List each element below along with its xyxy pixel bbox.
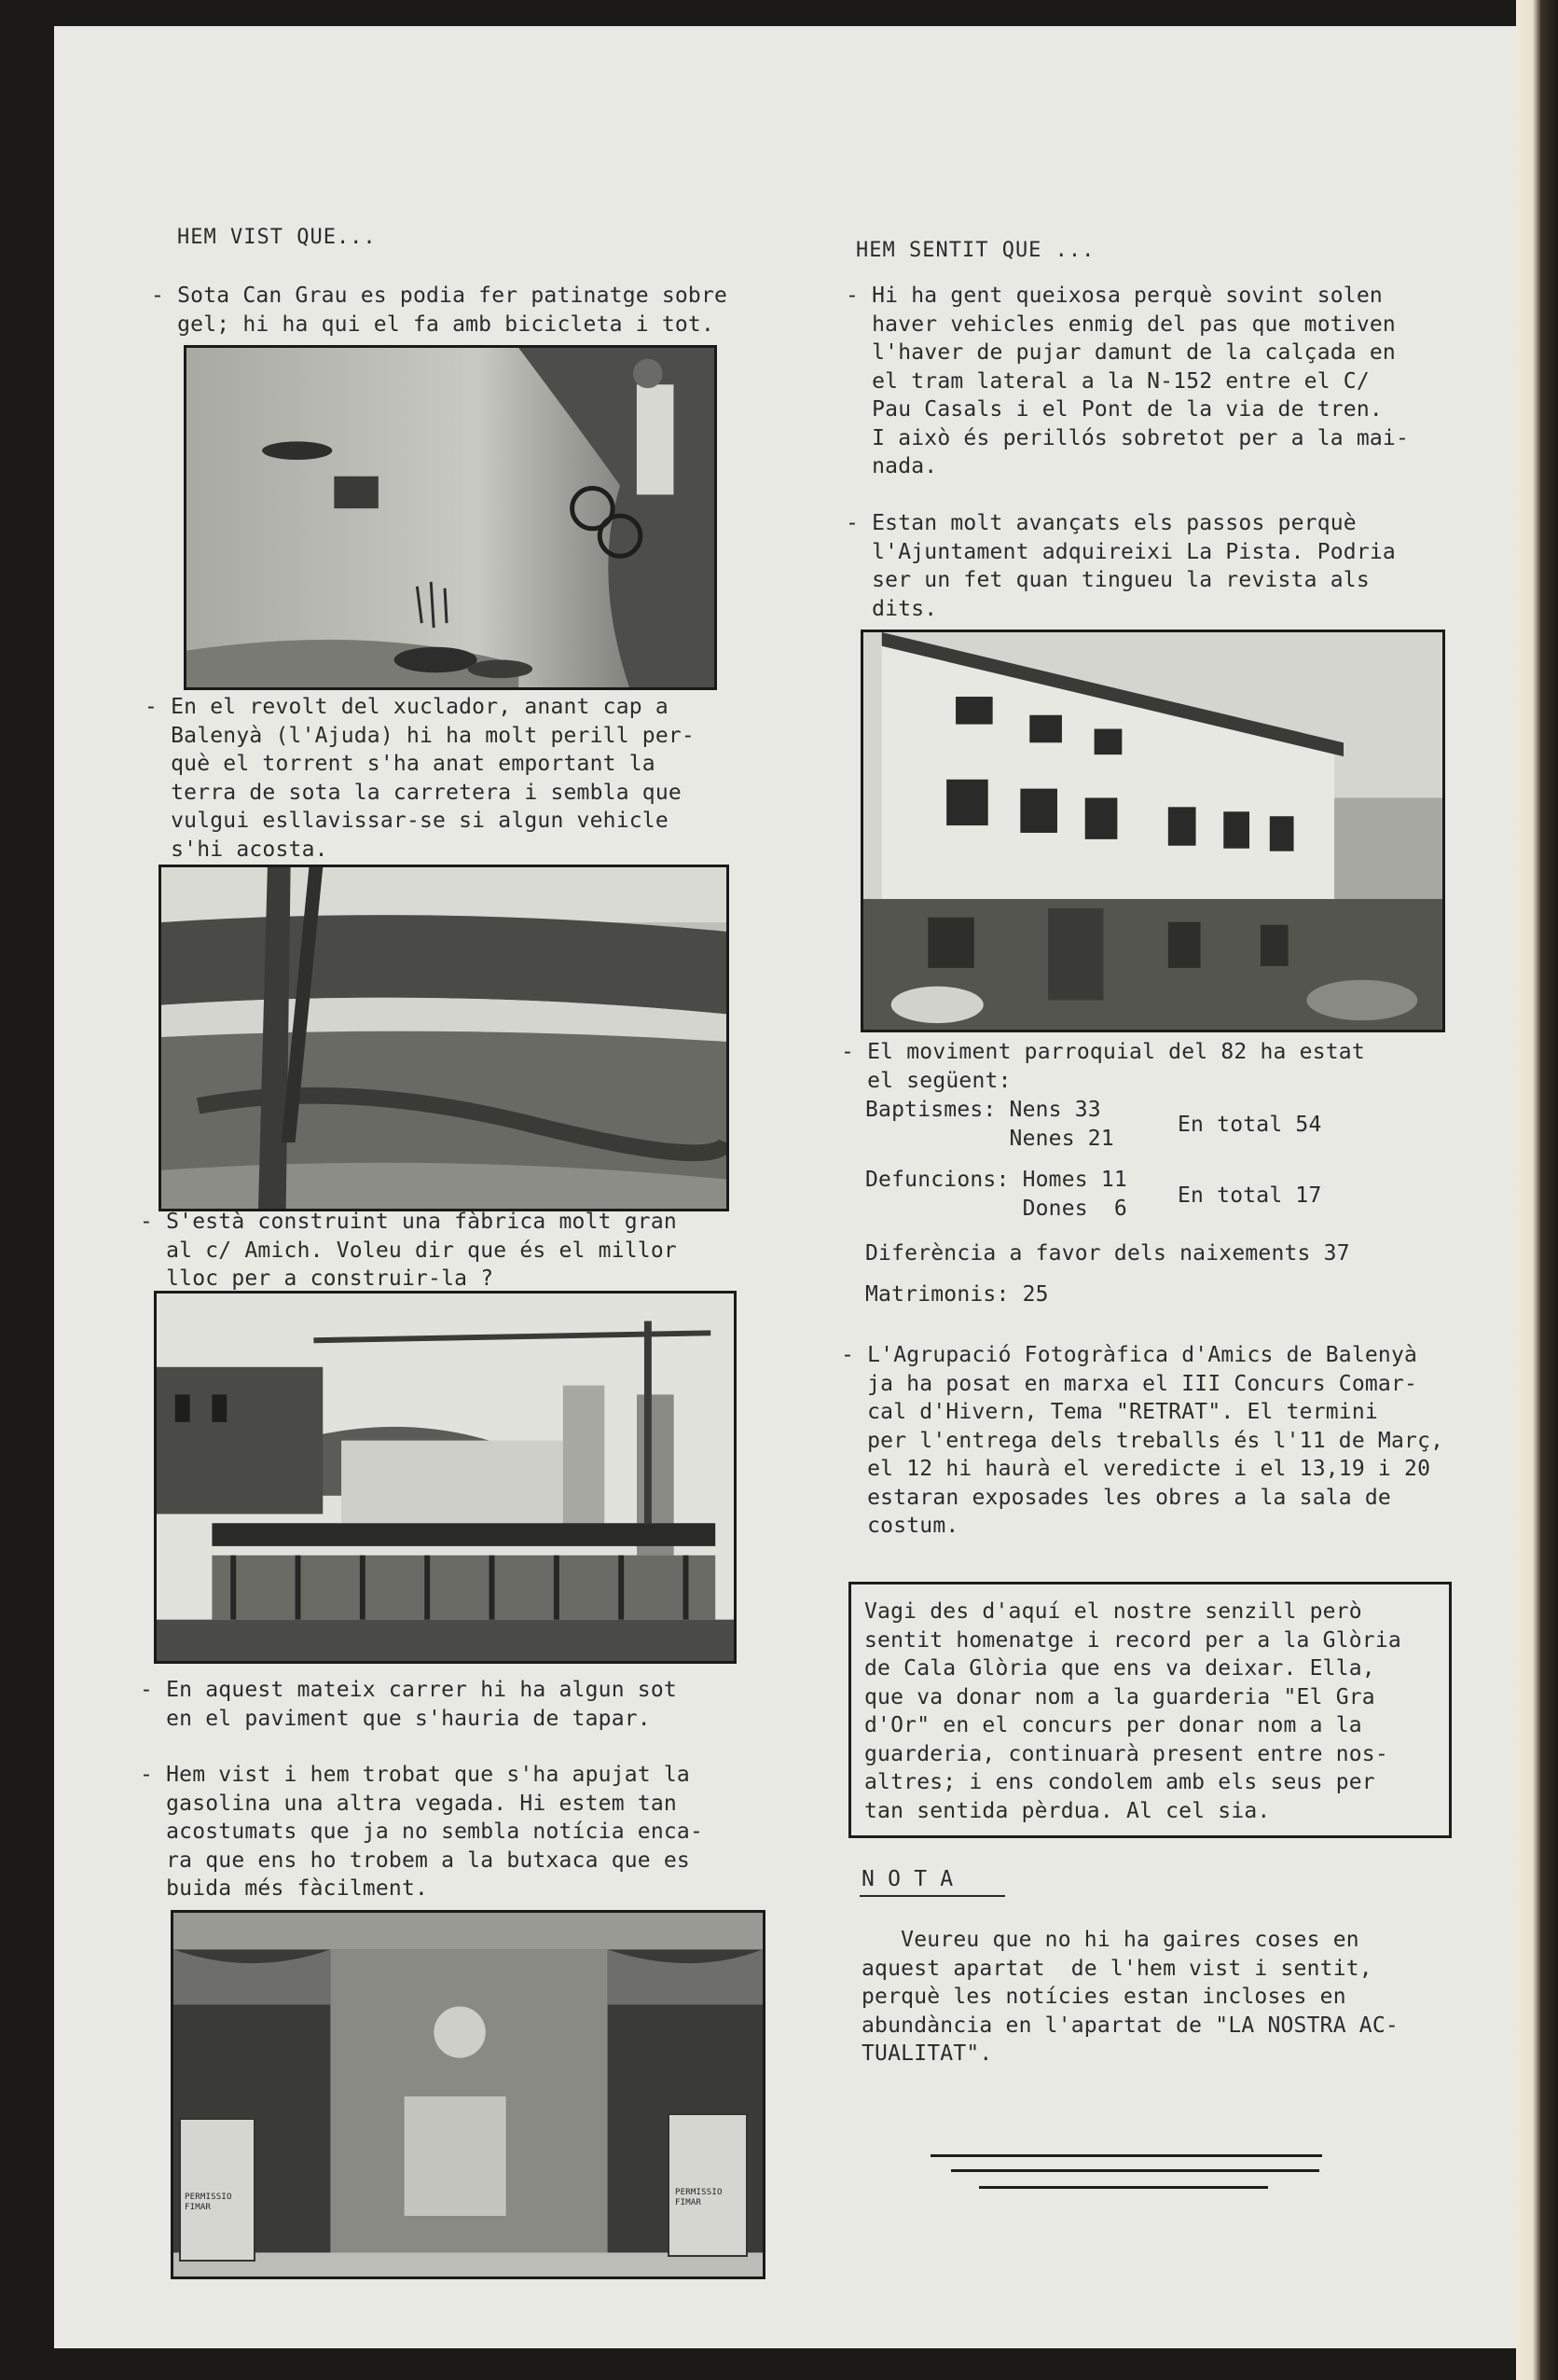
left-item-pothole: - En aquest mateix carrer hi ha algun sot en el paviment que s'hauria de tapar. (140, 1678, 677, 1731)
left-item-factory: - S'està construint una fàbrica molt gran al c/ Amich. Voleu dir que és el millor lloc per a construir-la ? (140, 1210, 677, 1291)
tribute-text: Vagi des d'aquí el nostre senzill però sentit homenatge i record per a la Glòria de Cala Glòria que ens va deixar. Ella, que va donar nom a la guarderia "El Gra d'Or" en el concurs per donar nom a la guarderia, continuarà present entre nos- altres; i ens condolem amb els seus per tan sentida pèrdua. Al cel sia. (864, 1599, 1401, 1823)
right-item-photo-contest: - L'Agrupació Fotogràfica d'Amics de Balenyà ja ha posat en marxa el III Concurs Comar- cal d'Hivern, Tema "RETRAT". El termini per l'entrega dels treballs és l'11 de Març, el 12 hi haurà el veredicte i el 13,19 i 20 estaran exposades les obres a la sala de costum. (841, 1343, 1444, 1538)
photo-petrol-station-arcade (171, 1910, 765, 2279)
baptisms-count: Baptismes: Nens 33 Nenes 21 (865, 1098, 1114, 1151)
closing-rule-1 (931, 2154, 1322, 2157)
left-item-ice-skating: - Sota Can Grau es podia fer patinatge sobre gel; hi ha qui el fa amb bicicleta i tot. (151, 284, 728, 337)
deaths-total: En total 17 (1178, 1183, 1322, 1208)
left-item-xuclador-bend: - En el revolt del xuclador, anant cap a Balenyà (l'Ajuda) hi ha molt perill per- què el torrent s'ha anat emportant la terra de sota la carretera i sembla que vulgui esllavissar-se si algun vehicle s'hi acosta. (145, 695, 695, 862)
photo-la-pista-building (861, 630, 1445, 1032)
right-item-la-pista: - Estan molt avançats els passos perquè l'Ajuntament adquireixi La Pista. Podria ser un fet quan tingueu la revista als dits. (846, 511, 1396, 621)
pump-right-label: PERMISSIO FIMAR (675, 2188, 723, 2207)
deaths-count: Defuncions: Homes 11 Dones 6 (865, 1168, 1127, 1221)
marriages-count: Matrimonis: 25 (865, 1282, 1049, 1307)
pump-left-label: PERMISSIO FIMAR (185, 2193, 232, 2212)
nota-title: N O T A (862, 1867, 954, 1891)
right-item-parish-intro: - El moviment parroquial del 82 ha estat el següent: (841, 1040, 1365, 1093)
births-difference: Diferència a favor dels naixements 37 (865, 1241, 1350, 1266)
nota-body: Veureu que no hi ha gaires coses en aquest apartat de l'hem vist i sentit, perquè les notícies estan incloses en abundància en l'apartat de "LA NOSTRA AC- TUALITAT". (862, 1928, 1399, 2066)
left-item-petrol-price: - Hem vist i hem trobat que s'ha apujat la gasolina una altra vegada. Hi estem tan acostumats que ja no sembla notícia enca- ra que ens ho trobem a la butxaca que es buida més fàcilment. (140, 1763, 704, 1901)
tribute-box (848, 1582, 1452, 1838)
right-column-header: HEM SENTIT QUE ... (856, 239, 1096, 262)
photo-eroded-road-bank (159, 865, 729, 1211)
photo-factory-construction (154, 1291, 737, 1664)
photo-frozen-river-bicycle (184, 345, 717, 690)
right-item-traffic-complaint: - Hi ha gent queixosa perquè sovint solen haver vehicles enmig del pas que motiven l'haver de pujar damunt de la calçada en el tram lateral a la N-152 entre el C/ Pau Casals i el Pont de la via de tren. I això és perillós sobretot per a la mai- nada. (846, 284, 1410, 478)
closing-rule-2 (951, 2169, 1319, 2172)
baptisms-total: En total 54 (1178, 1113, 1322, 1137)
page-edge (1516, 0, 1558, 2380)
closing-rule-3 (979, 2186, 1268, 2189)
nota-underline (860, 1895, 1005, 1897)
left-column-header: HEM VIST QUE... (177, 226, 377, 249)
